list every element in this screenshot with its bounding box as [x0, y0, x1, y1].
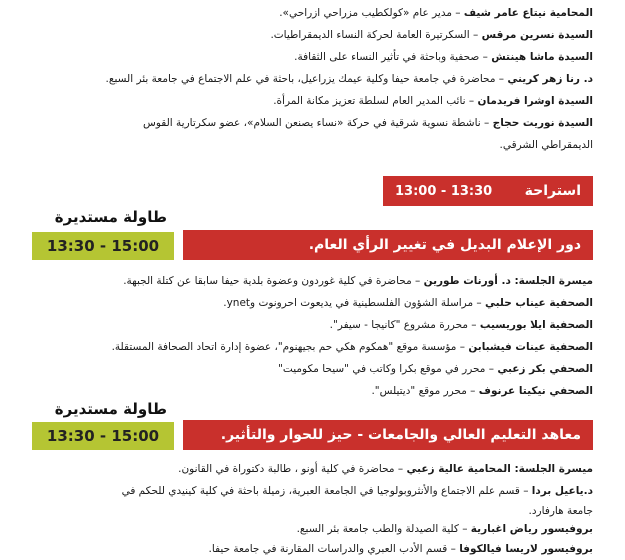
list-item [33, 538, 593, 560]
speaker-desc: – مؤسسة موقع "همكوم هكي حم بجيهنوم"، عضوة إدارة اتحاد الصحافة المستقلة. [111, 341, 469, 353]
list-item [33, 90, 593, 112]
speaker-name: د.ياعيل بردا [531, 485, 593, 497]
round-table-title: طاولة مستديرة [54, 208, 167, 226]
list-item [33, 358, 593, 380]
speaker-name: الصحفي بكر زعبي [497, 363, 593, 375]
speaker-desc: – مراسلة الشؤون الفلسطينية في يديعوت احرونوت وynet. [223, 297, 486, 309]
speaker-name: المحامية نيتاع عامر شيف [463, 7, 593, 19]
speaker-desc: – محاضرة في جامعة حيفا وكلية عيمك يزراعيل، باحثة في علم الاجتماع في جامعة بئر السبع. [105, 73, 508, 85]
speaker-name: بروفيسور رياض اغبارية [470, 523, 593, 535]
list-item [33, 292, 593, 314]
round-table-title: طاولة مستديرة [54, 400, 167, 418]
speaker-name: الصحفية عيناب حلبي [485, 297, 593, 309]
list-item [33, 458, 593, 480]
speaker-desc: – نائب المدير العام لسلطة تعزيز مكانة المرأة. [273, 95, 478, 107]
list-item [33, 2, 593, 24]
session-title: دور الإعلام البديل في تغيير الرأي العام. [183, 230, 593, 260]
speaker-desc: – قسم الأدب العبري والدراسات المقارنة في جامعة حيفا. [208, 543, 460, 555]
break-label: استراحة [524, 183, 581, 199]
speaker-desc: – محرر موقع "ديتيلس". [371, 385, 479, 397]
speaker-desc: – محاضرة في كلية أونو ، طالبة دكتوراة في القانون. [178, 463, 407, 475]
speaker-name: السيدة اوشرا فريدمان [477, 95, 593, 107]
list-item [33, 46, 593, 68]
speaker-name: ميسرة الجلسة: د. أورنات طورين [423, 275, 593, 287]
list-item [33, 270, 593, 292]
speaker-name: الصحفية ايلا بوريسيب [479, 319, 593, 331]
speaker-desc: – مدير عام «كولكطيب مزراحي ازراحي». [279, 7, 464, 19]
session-time: 13:30 - 15:00 [32, 232, 174, 260]
speaker-desc: – محررة مشروع "كانيجا - سيفر". [329, 319, 480, 331]
speaker-name: السيدة نسرين مرقس [481, 29, 593, 41]
session-time: 13:30 - 15:00 [32, 422, 174, 450]
list-item [33, 68, 593, 90]
break-time: 13:00 - 13:30 [395, 183, 493, 199]
session-title: معاهد التعليم العالي والجامعات - حيز للحوار والتأثير. [183, 420, 593, 450]
speaker-desc: – ناشطة نسوية شرقية في حركة «نساء يصنعن السلام»، عضو سكرتارية القوس [143, 117, 493, 129]
list-item [33, 480, 593, 502]
speaker-name: الصحفي نيكيتا عرنوف [478, 385, 593, 397]
speaker-desc: – كلية الصيدلة والطب جامعة بئر السبع. [296, 523, 471, 535]
list-item [33, 336, 593, 358]
speaker-name: الصحفية عينات فيشبابن [468, 341, 593, 353]
speaker-desc: – محاضرة في كلية غوردون وعضوة بلدية حيفا سابقا عن كتلة الجبهة. [123, 275, 424, 287]
speaker-desc: – محرر في موقع بكرا وكاتب في "سيحا مكوميت" [278, 363, 498, 375]
speaker-desc: – صحفية وباحثة في تأثير النساء على الثقافة. [294, 51, 492, 63]
speaker-name: بروفيسور لاريسا فيالكوفا [459, 543, 593, 555]
list-item [33, 112, 593, 134]
speaker-name: د. رنا زهر كريني [507, 73, 593, 85]
speaker-desc: – السكرتيرة العامة لحركة النساء الديمقراطيات. [270, 29, 482, 41]
speaker-name: السيدة نوريت حجاج [492, 117, 593, 129]
list-item [33, 380, 593, 402]
speaker-name: ميسرة الجلسة: المحامية عالية زعبي [406, 463, 593, 475]
list-item [33, 314, 593, 336]
list-item-continuation: جامعة هارفارد. [528, 505, 593, 517]
speaker-desc: – قسم علم الاجتماع والأنثروبولوجيا في الجامعة العبرية، زميلة باحثة في كلية كينيدي للحكم في [121, 485, 532, 497]
break-bar [383, 176, 593, 206]
list-item-continuation: الديمقراطي الشرقي. [499, 139, 593, 151]
list-item [33, 24, 593, 46]
speaker-name: السيدة ماشا هينتش [491, 51, 593, 63]
list-item [33, 518, 593, 540]
